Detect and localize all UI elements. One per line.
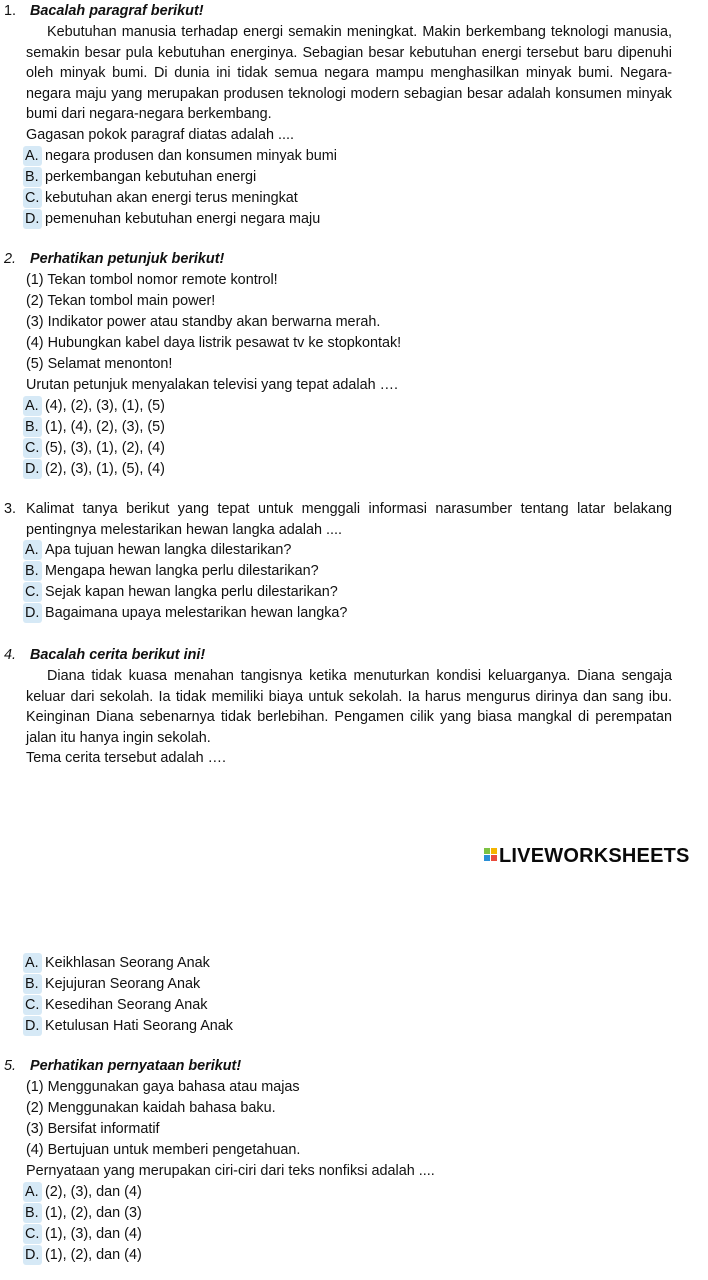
option-c[interactable] [23, 1224, 142, 1244]
option-letter-box[interactable]: C. [23, 582, 42, 602]
option-text: Ketulusan Hati Seorang Anak [45, 1018, 234, 1034]
option-c[interactable] [23, 995, 207, 1015]
liveworksheets-logo [484, 846, 690, 870]
option-letter-box[interactable]: C. [23, 188, 42, 208]
option-text: Bagaimana upaya melestarikan hewan langka? [45, 605, 348, 621]
step-4: (4) Hubungkan kabel daya listrik pesawat tv ke stopkontak! [26, 335, 402, 351]
option-text: pemenuhan kebutuhan energi negara maju [45, 211, 321, 227]
option-d[interactable] [23, 603, 347, 623]
step-2: (2) Tekan tombol main power! [26, 293, 216, 309]
option-text: (2), (3), (1), (5), (4) [45, 461, 165, 477]
option-c[interactable] [23, 438, 165, 458]
question-1-paragraph: Kebutuhan manusia terhadap energi semakin meningkat. Makin berkembang teknologi manusia, semakin besar pula kebutuhan energinya. Sebagian besar kebutuhan energi tersebut baru dipenuhi oleh minyak bumi. Di dunia ini tidak semua negara mampu menghasilkan minyak bumi. Negara-negara maju yang merupakan produsen teknologi modern sebagian besar adalah konsumen minyak bumi dari negara-negara berkembang. [26, 24, 672, 122]
option-d[interactable] [23, 1016, 233, 1036]
option-b[interactable] [23, 1203, 142, 1223]
statement-4: (4) Bertujuan untuk memberi pengetahuan. [26, 1142, 301, 1158]
option-text: Keikhlasan Seorang Anak [45, 955, 210, 971]
option-text: (2), (3), dan (4) [45, 1184, 142, 1200]
option-letter-box[interactable]: B. [23, 167, 42, 187]
option-text: (1), (2), dan (3) [45, 1205, 142, 1221]
option-text: Sejak kapan hewan langka perlu dilestarikan? [45, 584, 338, 600]
option-c[interactable] [23, 188, 298, 208]
option-a[interactable] [23, 146, 337, 166]
option-text: Mengapa hewan langka perlu dilestarikan? [45, 563, 319, 579]
question-number: 5. [4, 1058, 17, 1074]
question-5-prompt: Pernyataan yang merupakan ciri-ciri dari teks nonfiksi adalah .... [26, 1163, 435, 1179]
option-letter-box[interactable]: A. [23, 540, 42, 560]
question-number: 1. [4, 3, 17, 19]
option-text: (1), (3), dan (4) [45, 1226, 142, 1242]
step-5: (5) Selamat menonton! [26, 356, 173, 372]
statement-2: (2) Menggunakan kaidah bahasa baku. [26, 1100, 276, 1116]
question-4-paragraph: Diana tidak kuasa menahan tangisnya ketika menuturkan kondisi keluarganya. Diana sengaja keluar dari sekolah. Ia tidak memiliki biaya untuk sekolah. Ia harus mengurus dirinya dan sang ibu. Keinginan Diana sebenarnya tidak berlebihan. Pengamen cilik yang biasa mangkal di perempatan jalan itu hanya ingin sekolah. [26, 668, 672, 746]
option-b[interactable] [23, 561, 319, 581]
option-letter-box[interactable]: D. [23, 1016, 42, 1036]
option-letter-box[interactable]: A. [23, 396, 42, 416]
option-text: negara produsen dan konsumen minyak bumi [45, 148, 337, 164]
option-text: Kejujuran Seorang Anak [45, 976, 201, 992]
option-text: (1), (2), dan (4) [45, 1247, 142, 1263]
option-letter-box[interactable]: D. [23, 1245, 42, 1265]
option-letter-box[interactable]: A. [23, 953, 42, 973]
option-letter-box[interactable]: D. [23, 603, 42, 623]
statement-1: (1) Menggunakan gaya bahasa atau majas [26, 1079, 300, 1095]
option-letter-box[interactable]: B. [23, 974, 42, 994]
question-title: Perhatikan petunjuk berikut! [30, 251, 225, 267]
question-4-prompt: Tema cerita tersebut adalah …. [26, 750, 226, 766]
option-letter-box[interactable]: B. [23, 1203, 42, 1223]
option-d[interactable] [23, 459, 165, 479]
option-b[interactable] [23, 167, 256, 187]
option-letter-box[interactable]: C. [23, 995, 42, 1015]
option-a[interactable] [23, 396, 165, 416]
option-letter-box[interactable]: C. [23, 1224, 42, 1244]
question-number: 3. [4, 501, 17, 517]
option-letter-box[interactable]: C. [23, 438, 42, 458]
liveworksheets-logo-icon [484, 848, 497, 861]
option-text: (4), (2), (3), (1), (5) [45, 398, 165, 414]
question-number: 4. [4, 647, 17, 663]
option-b[interactable] [23, 417, 165, 437]
option-letter-box[interactable]: B. [23, 417, 42, 437]
option-a[interactable] [23, 953, 210, 973]
question-title: Bacalah paragraf berikut! [30, 3, 204, 19]
option-text: Apa tujuan hewan langka dilestarikan? [45, 542, 292, 558]
option-b[interactable] [23, 974, 200, 994]
option-letter-box[interactable]: B. [23, 561, 42, 581]
option-text: (1), (4), (2), (3), (5) [45, 419, 165, 435]
option-text: Kesedihan Seorang Anak [45, 997, 208, 1013]
liveworksheets-logo-text: LIVEWORKSHEETS [499, 845, 690, 867]
question-number: 2. [4, 251, 17, 267]
option-letter-box[interactable]: A. [23, 1182, 42, 1202]
option-letter-box[interactable]: A. [23, 146, 42, 166]
statement-3: (3) Bersifat informatif [26, 1121, 160, 1137]
step-3: (3) Indikator power atau standby akan berwarna merah. [26, 314, 381, 330]
option-letter-box[interactable]: D. [23, 459, 42, 479]
option-d[interactable] [23, 209, 320, 229]
option-a[interactable] [23, 1182, 142, 1202]
option-text: perkembangan kebutuhan energi [45, 169, 257, 185]
question-1-prompt: Gagasan pokok paragraf diatas adalah .... [26, 127, 295, 143]
question-title: Bacalah cerita berikut ini! [30, 647, 206, 663]
option-c[interactable] [23, 582, 338, 602]
question-2-prompt: Urutan petunjuk menyalakan televisi yang tepat adalah …. [26, 377, 398, 393]
option-text: kebutuhan akan energi terus meningkat [45, 190, 298, 206]
option-text: (5), (3), (1), (2), (4) [45, 440, 165, 456]
option-d[interactable] [23, 1245, 142, 1265]
question-3-prompt: Kalimat tanya berikut yang tepat untuk menggali informasi narasumber tentang latar belakang pentingnya melestarikan hewan langka adalah .... [26, 501, 672, 538]
step-1: (1) Tekan tombol nomor remote kontrol! [26, 272, 278, 288]
option-letter-box[interactable]: D. [23, 209, 42, 229]
option-a[interactable] [23, 540, 291, 560]
question-title: Perhatikan pernyataan berikut! [30, 1058, 242, 1074]
